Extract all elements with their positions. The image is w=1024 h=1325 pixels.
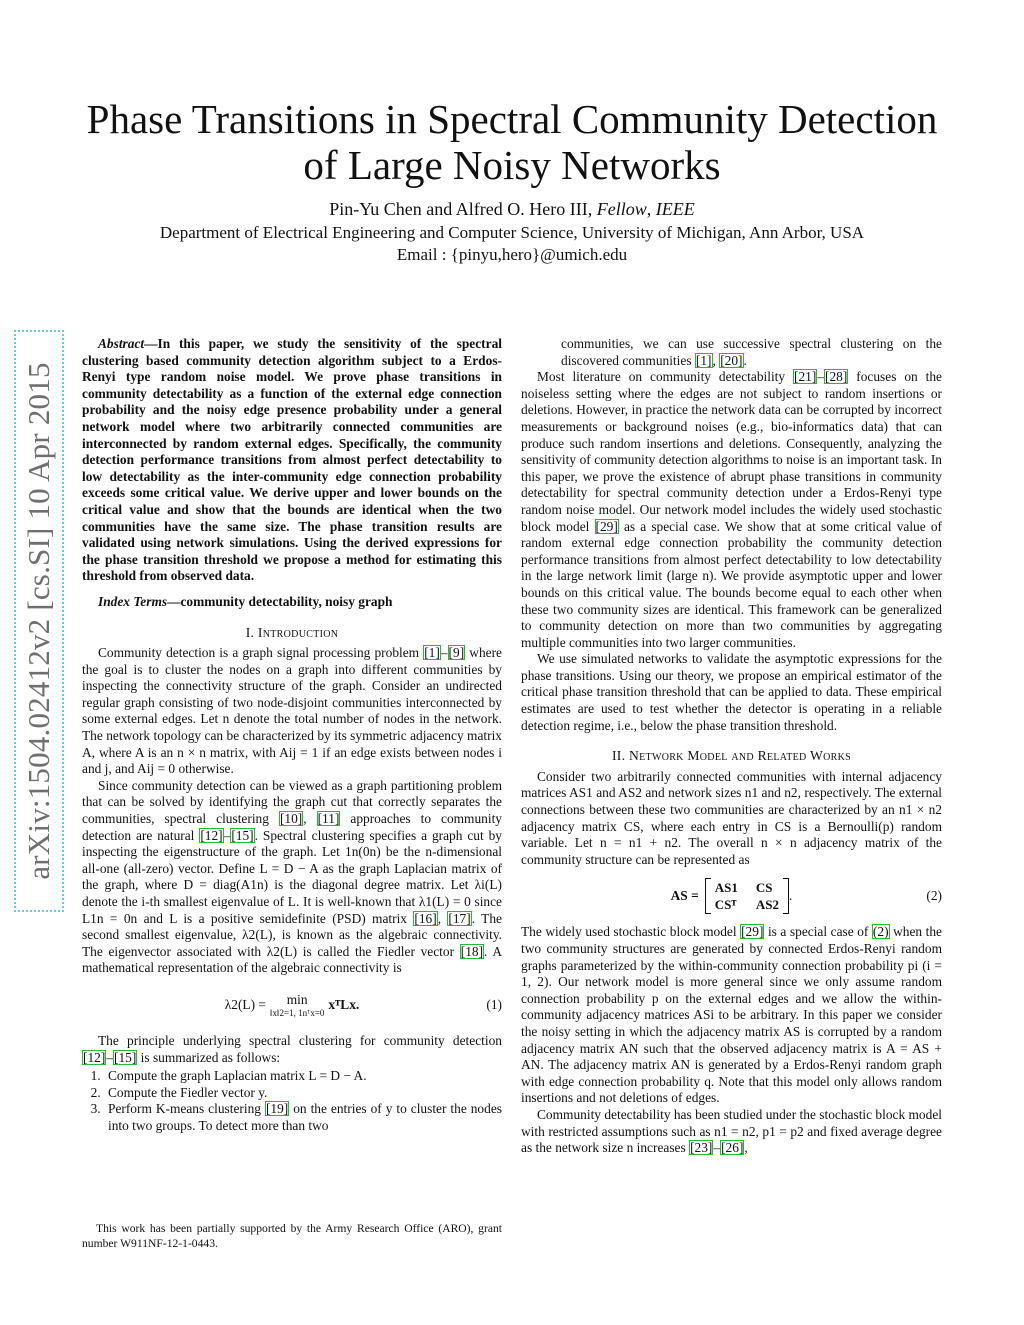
text-span: Since community detection can be viewed as a graph partitioning problem that can be solved by identifying the graph cut that correctly separates the communities, spectral clustering xyxy=(82,777,502,827)
model-paragraph-3 xyxy=(521,1107,942,1157)
citation-link[interactable]: [10] xyxy=(279,811,303,827)
text-span: approaches to community detection are natural xyxy=(82,811,503,843)
text-span: , xyxy=(744,1140,748,1156)
eq2-matrix xyxy=(705,878,789,914)
citation-link[interactable]: [29] xyxy=(595,518,618,534)
eq2-number: (2) xyxy=(926,888,942,904)
text-span: Community detection is a graph signal processing problem xyxy=(98,645,424,661)
section-heading-model: II. Network Model and Related Works xyxy=(611,748,852,764)
text-span: The principle underlying spectral clustering for community detection xyxy=(98,1032,502,1048)
algorithm-steps xyxy=(82,1068,502,1134)
citation-link[interactable]: [15] xyxy=(114,1049,137,1065)
steps-continuation xyxy=(521,336,942,369)
intro-paragraph-3 xyxy=(82,1033,502,1066)
text-span: when the two community structures are generated by connected Erdos-Renyi random graphs parameterized by the within-community connection probability pi (i = 1, 2). Our network model is more general since we only assume random connection probability p on the external edges and we allow the within-community adjacency matrices ASi to be arbitrary. In this paper we consider the noisy setting in which the adjacency matrix AS is corrupted by a random adjacency matrix AN such that the observed adjacency matrix is A = AS + AN. The adjacency matrix AN is generated by a Erdos-Renyi random graph with edge connection probability q. Note that this model only allows random insertions and not deletions of edges. xyxy=(521,924,942,1106)
author-names: Pin-Yu Chen and Alfred O. Hero III, xyxy=(329,199,597,219)
section-heading-intro: I. Introduction xyxy=(245,624,339,640)
index-terms xyxy=(82,594,502,611)
index-terms-label: Index Terms xyxy=(98,593,168,609)
title-line-2: of Large Noisy Networks xyxy=(303,142,721,188)
eq1-lhs: λ2(L) = xyxy=(224,996,266,1012)
equation-2 xyxy=(521,878,942,914)
text-span: – xyxy=(440,645,448,661)
text-span: – xyxy=(817,369,825,385)
text-span: . Spectral clustering specifies a graph cut by inspecting the eigenstructure of the graph. Let 1n(0n) be the n-dimensional all-one (all-zero) vector. Define L = D − A as the graph Laplacian matrix of the graph, where D = diag(A1n) is the diagonal degree matrix. Let λi(L) denote the i-th smallest eigenvalue of L. It is well-known that λ1(L) = 0 since L1n = 0n and L is a positive semidefinite (PSD) matrix xyxy=(82,827,502,926)
text-span: The widely used stochastic block model xyxy=(521,924,741,940)
citation-link[interactable]: [12] xyxy=(83,1049,106,1065)
text-span: on the entries of y to cluster the nodes into two groups. To detect more than two xyxy=(108,1101,502,1133)
author-line xyxy=(60,198,964,220)
footnote-text: This work has been partially supported by the Army Research Office (ARO), grant number W911NF-12-1-0443. xyxy=(82,1222,502,1250)
citation-link[interactable]: [29] xyxy=(741,924,764,940)
left-column xyxy=(82,336,502,1135)
eq1-min xyxy=(270,992,324,1019)
matrix-grid xyxy=(711,879,783,913)
text-span: focuses on the noiseless setting where the edges are not subject to random insertions or deletions. However, in practice the network data can be corrupted by incorrect measurements or background noises (e.g., bio-informatics data) that can produce such random insertions and deletions. Consequently, analyzing the sensitivity of community detection algorithms to noise is an important task. In this paper, we prove the existence of abrupt phase transitions in community detectability for spectral community detection under a Erdos-Renyi type random noise model. Our network model includes the widely used stochastic block model xyxy=(521,369,943,534)
matrix-cell: AS1 xyxy=(714,880,738,896)
intro-paragraph-4 xyxy=(521,369,942,651)
intro-paragraph-1 xyxy=(82,645,502,778)
index-terms-text: —community detectability, noisy graph xyxy=(167,593,393,609)
arxiv-stamp xyxy=(14,330,64,912)
citation-link[interactable]: [1] xyxy=(424,645,440,661)
text-span: – xyxy=(223,827,231,843)
title-line-1: Phase Transitions in Spectral Community Detection xyxy=(86,96,938,142)
text-span: is summarized as follows: xyxy=(137,1049,281,1065)
equation-link[interactable]: (2) xyxy=(872,924,889,940)
arxiv-id: arXiv:1504.02412v2 [cs.SI] 10 Apr 2015 xyxy=(21,362,56,880)
intro-paragraph-2 xyxy=(82,778,502,977)
citation-link[interactable]: [20] xyxy=(720,352,743,368)
citation-link[interactable]: [11] xyxy=(317,811,340,827)
abstract-text: —In this paper, we study the sensitivity of the spectral clustering based community detection algorithm subject to a Erdos-Renyi type random noise model. We prove phase transitions in community detectability as a function of the external edge connection probability and the noisy edge presence probability under a general network model where two arbitrarily connected communities are interconnected by random external edges. Specifically, the community detection performance transitions from almost perfect detectability to low detectability as the inter-community edge connection probability exceeds some critical value. We derive upper and lower bounds on the critical value and show that the bounds are identical when the two communities have the same size. The phase transition results are validated using network simulations. Using the derived expressions for the phase transition threshold we propose a method for estimating this threshold from observed data. xyxy=(82,336,502,584)
citation-link[interactable]: [21] xyxy=(794,369,817,385)
abstract-label: Abstract xyxy=(98,336,145,351)
right-column xyxy=(521,336,942,1157)
matrix-cell: AS2 xyxy=(755,897,779,913)
citation-link[interactable]: [15] xyxy=(231,827,254,843)
text-span: communities, we can use successive spectral clustering on the discovered communities xyxy=(561,336,942,368)
citation-link[interactable]: [19] xyxy=(265,1101,289,1117)
citation-link[interactable]: [18] xyxy=(460,943,484,959)
text-span: . A mathematical representation of the algebraic connectivity is xyxy=(82,943,502,976)
author-fellow: Fellow xyxy=(596,199,647,219)
affiliation: Department of Electrical Engineering and Computer Science, University of Michigan, Ann Arbor, USA xyxy=(159,223,865,242)
citation-link[interactable]: [17] xyxy=(448,910,471,926)
author-sep: , xyxy=(646,199,656,219)
eq2-lhs: AS = xyxy=(670,888,699,904)
citation-link[interactable]: [12] xyxy=(200,827,223,843)
text-span: Most literature on community detectability xyxy=(537,369,794,385)
eq2-tail: . xyxy=(789,888,793,904)
equation-1 xyxy=(82,987,502,1023)
text-span: – xyxy=(106,1049,114,1065)
email: Email : {pinyu,hero}@umich.edu xyxy=(396,245,628,264)
citation-link[interactable]: [9] xyxy=(448,645,465,661)
citation-link[interactable]: [23] xyxy=(690,1140,713,1156)
paper-title xyxy=(60,96,964,188)
model-paragraph-1: Consider two arbitrarily connected communities with internal adjacency matrices AS1 and AS2 and network sizes n1 and n2, respectively. The external connections between these two communities are characterized by an n1 × n2 adjacency matrix CS, where each entry in CS is a Bernoulli(p) random variable. Let n = n1 + n2. The overall n × n adjacency matrix of the community structure can be represented as xyxy=(521,768,942,867)
text-span: . xyxy=(743,352,747,368)
matrix-cell: CS xyxy=(755,880,773,896)
footnote xyxy=(82,1222,502,1251)
text-span: – xyxy=(713,1140,721,1156)
eq1-number: (1) xyxy=(486,996,502,1012)
citation-link[interactable]: [26] xyxy=(721,1140,744,1156)
citation-link[interactable]: [16] xyxy=(414,910,437,926)
matrix-cell: CSᵀ xyxy=(714,897,737,913)
eq1-min-op: min xyxy=(286,991,308,1007)
eq1-rhs: xᵀLx. xyxy=(328,996,360,1012)
text-span: as a special case. We show that at some critical value of random external edge connection probability the community detection performance transitions from almost perfect detectability to low detectability in the large network limit (large n). We provide asymptotic upper and lower bounds on this critical value. The bounds become equal to each other when these two community sizes are identical. This framework can be generalized to community detection on more than two communities by aggregating multiple communities into two larger communities. xyxy=(521,518,942,650)
text-span: Perform K-means clustering xyxy=(108,1101,265,1117)
step-item xyxy=(104,1101,502,1134)
step-item: 2. Compute the Fiedler vector y. xyxy=(104,1085,502,1102)
text-span: . The second smallest eigenvalue, λ2(L), is known as the algebraic connectivity. The eigenvector associated with λ2(L) is called the Fiedler vector xyxy=(82,910,502,959)
intro-paragraph-5: We use simulated networks to validate the asymptotic expressions for the phase transitions. Using our theory, we propose an empirical estimator of the critical phase transition threshold that can be applied to data. These empirical estimates are used to test whether the detector is operating in a reliable detection regime, i.e., below the phase transition threshold. xyxy=(521,651,942,733)
citation-link[interactable]: [28] xyxy=(825,369,848,385)
text-span: , xyxy=(712,352,720,368)
text-span: , xyxy=(437,910,448,926)
text-span: where the goal is to cluster the nodes on a graph into different communities by inspecting the connectivity structure of the graph. Consider an undirected regular graph consisting of two node-disjoint communities interconnected by some external edges. Let n denote the total number of nodes in the network. The network topology can be characterized by its symmetric adjacency matrix A, where A is an n × n matrix, with Aij = 1 if an edge exists between nodes i and j, and Aij = 0 otherwise. xyxy=(82,645,502,777)
text-span: , xyxy=(303,811,317,827)
abstract xyxy=(82,336,502,585)
text-span: is a special case of xyxy=(764,924,872,940)
citation-link[interactable]: [1] xyxy=(695,352,712,368)
text-span: Community detectability has been studied under the stochastic block model with restricted assumptions such as n1 = n2, p1 = p2 and fixed average degree as the network size n increases xyxy=(521,1106,942,1156)
step-item: 1. Compute the graph Laplacian matrix L = D − A. xyxy=(104,1068,502,1085)
model-paragraph-2 xyxy=(521,924,942,1107)
eq1-constraint: ‖x‖2=1, 1nᵀx=0 xyxy=(269,1008,325,1019)
author-society: IEEE xyxy=(655,199,695,219)
